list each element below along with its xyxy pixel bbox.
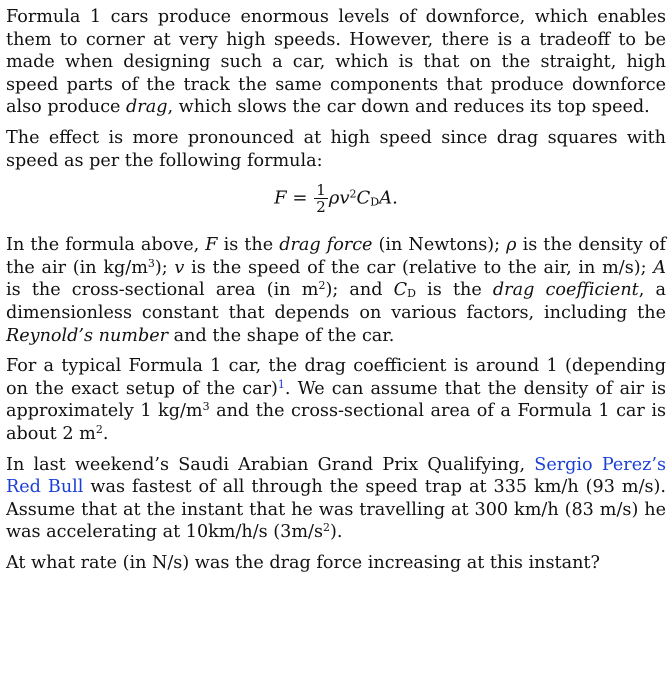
vars-text-j: , a dimensionless constant that depends on various factors, including the — [6, 280, 666, 323]
drag-force-term: drag force — [279, 235, 373, 256]
scenario-text-b: was fastest of all through the speed trap at 335 km/h (93 m/s). Assume that at the instant that he was travelling at 300 km/h (83 m/s) he was accelerating at 10km/h/s (3m/s — [6, 477, 666, 543]
var-A: A — [653, 257, 666, 278]
var-C: C — [393, 280, 408, 301]
drag-formula — [6, 182, 666, 222]
vars-text-b: is the — [217, 235, 280, 256]
scenario-text-c: ). — [330, 522, 343, 543]
scenario-paragraph — [6, 454, 666, 544]
vars-text-h: ); and — [325, 280, 394, 301]
formula-fraction — [314, 182, 328, 215]
formula-intro-paragraph: The effect is more pronounced at high speed since drag squares with speed as per the following formula: — [6, 127, 666, 171]
variables-paragraph — [6, 234, 666, 347]
fraction-denominator: 2 — [316, 198, 326, 217]
question-paragraph: At what rate (in N/s) was the drag force increasing at this instant? — [6, 552, 600, 573]
formula-lhs: F — [274, 187, 287, 209]
scenario-text-a: In last weekend’s Saudi Arabian Grand Prix Qualifying, — [6, 454, 535, 475]
var-v: v — [174, 257, 185, 278]
reynolds-number-term: Reynold’s number — [6, 325, 169, 346]
assume-text-a: For a typical Formula 1 car, the drag coefficient is around 1 (depending on the exact setup of the car) — [6, 356, 666, 399]
formula-exponent: 2 — [349, 187, 357, 201]
drag-term: drag — [126, 97, 168, 118]
vars-text-d: is the density of the air (in kg/m — [6, 235, 667, 278]
red-bull-link[interactable]: Red Bull — [6, 477, 84, 498]
vars-text-i: is the — [415, 280, 493, 301]
sup-3b: 3 — [202, 400, 210, 414]
formula-rho-v: ρv — [328, 187, 350, 209]
sub-D: D — [407, 287, 416, 301]
var-F: F — [205, 235, 218, 256]
vars-text-k: and the shape of the car. — [168, 325, 395, 346]
sup-3: 3 — [147, 256, 155, 270]
footnote-marker[interactable]: 1 — [277, 377, 285, 391]
formula-equals: = — [292, 187, 308, 209]
assume-text-b: . We can assume that the density of air is approximately 1 kg/m — [6, 378, 666, 422]
intro-tail: , which slows the car down and reduces its top speed. — [167, 97, 650, 118]
fraction-numerator: 1 — [316, 181, 326, 200]
assumptions-paragraph — [6, 355, 666, 445]
vars-text-g: is the cross-sectional area (in m — [6, 280, 319, 301]
assume-text-d: . — [102, 423, 109, 444]
intro-paragraph — [6, 6, 666, 119]
drag-coefficient-term: drag coefficient — [492, 280, 639, 301]
sergio-perez-link[interactable]: Sergio Perez’s — [534, 454, 667, 475]
formula-area: A. — [379, 187, 398, 209]
vars-text-e: ); — [154, 257, 175, 278]
sup-2b: 2 — [95, 422, 103, 436]
assume-text-c: and the cross-sectional area of a Formula 1 car is about 2 m — [6, 401, 666, 444]
vars-text-c: (in Newtons); — [372, 235, 507, 256]
var-rho: ρ — [506, 235, 517, 256]
formula-c: C — [356, 187, 371, 209]
sup-2c: 2 — [323, 521, 330, 535]
vars-text-a: In the formula above, — [6, 235, 206, 256]
vars-text-f: is the speed of the car (relative to the air, in m/s); — [184, 257, 654, 278]
formula-c-subscript: D — [370, 195, 380, 209]
intro-text: Formula 1 cars produce enormous levels of downforce, which enables them to corner at very high speeds. However, there is a tradeoff to be made when designing such a car, which is that on the straight, high speed parts of the track the same components that produce downforce also produce — [6, 7, 666, 118]
sup-2: 2 — [318, 279, 326, 293]
